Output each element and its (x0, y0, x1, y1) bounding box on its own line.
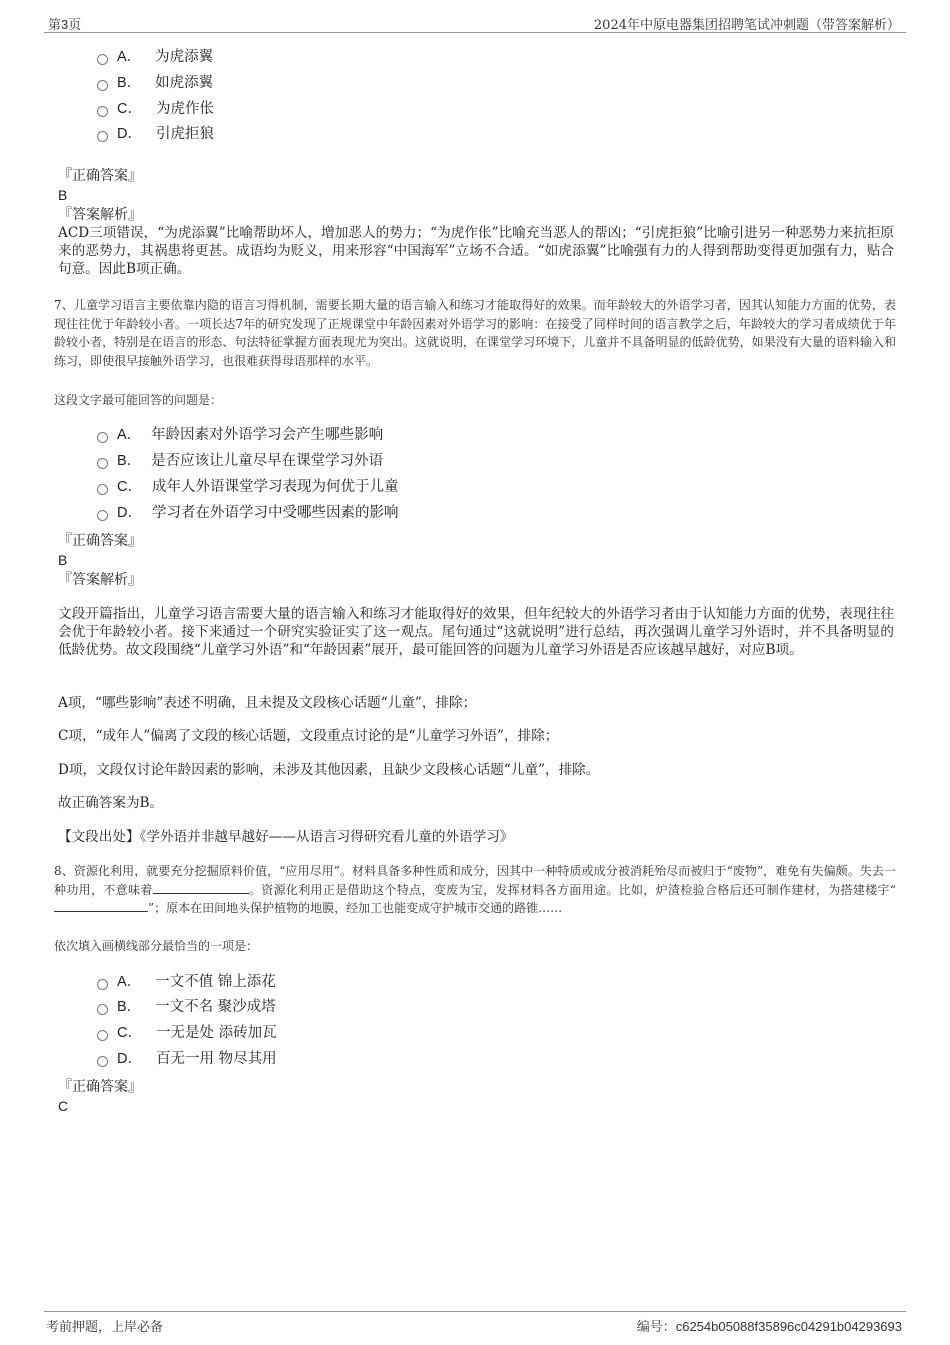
radio-icon[interactable] (97, 432, 108, 443)
q8-option-a[interactable]: A． 一文不值 锦上添花 (97, 972, 276, 992)
q6-option-d[interactable]: D． 引虎拒狼 (97, 124, 214, 144)
q7-answer: B (58, 552, 68, 568)
q6-analysis-label: 『答案解析』 (58, 207, 142, 223)
radio-icon[interactable] (97, 1056, 108, 1067)
q6-analysis: ACD三项错误，“为虎添翼”比喻帮助坏人，增加恶人的势力；“为虎作伥”比喻充当恶人的帮凶；“引虎拒狼”比喻引进另一种恶势力来抗拒原来的恶势力，其祸患将更甚。成语均为贬义，用来形容“中国海军”立场不合适。“如虎添翼”比喻强有力的人得到帮助变得更加强有力，贴合句意。因此B项正确。 (58, 225, 894, 277)
fill-blank-2 (54, 899, 148, 912)
q8-answer: C (58, 1098, 69, 1114)
q7-source: 【文段出处】《学外语并非越早越好——从语言习得研究看儿童的外语学习》 (58, 829, 514, 845)
q6-option-b[interactable]: B． 如虎添翼 (97, 73, 213, 93)
radio-icon[interactable] (97, 458, 108, 469)
radio-icon[interactable] (97, 1030, 108, 1041)
q7-stem: 7、儿童学习语言主要依靠内隐的语言习得机制，需要长期大量的语言输入和练习才能取得好的效果。而年龄较大的外语学习者，因其认知能力方面的优势，表现往往优于年龄较小者。一项长达7年的研究发现了正规课堂中年龄因素对外语学习的影响：在接受了同样时间的语言教学之后，年龄较大的学习者成绩优于年龄较小者，特别是在语言的形态、句法特征掌握方面表现尤为突出。这就说明，在课堂学习环境下，儿童并不具备明显的低龄优势，如果没有大量的语料输入和练习，即使很早接触外语学习，也很难获得母语那样的水平。 (54, 298, 896, 368)
radio-icon[interactable] (97, 484, 108, 495)
document-code: 编号：c6254b05088f35896c04291b04293693 (636, 1319, 902, 1335)
q7-analysis-paragraph: 文段开篇指出，儿童学习语言需要大量的语言输入和练习才能取得好的效果，但年纪较大的外语学习者由于认知能力方面的优势，表现往往会优于年龄较小者。接下来通过一个研究实验证实了这一观点。尾句通过“这就说明”进行总结，再次强调儿童学习外语时，并不具备明显的低龄优势。故文段围绕“儿童学习外语”和“年龄因素”展开，最可能回答的问题为儿童学习外语是否应该越早越好，对应B项。 (58, 606, 894, 658)
q6-answer: B (58, 187, 68, 203)
radio-icon[interactable] (97, 1004, 108, 1015)
q6-option-a[interactable]: A． 为虎添翼 (97, 47, 213, 67)
radio-icon[interactable] (97, 510, 108, 521)
q8-prompt: 依次填入画横线部分最恰当的一项是： (54, 939, 259, 953)
q7-option-c[interactable]: C． 成年人外语课堂学习表现为何优于儿童 (97, 477, 398, 497)
q7-prompt: 这段文字最可能回答的问题是： (54, 393, 223, 407)
radio-icon[interactable] (97, 106, 108, 117)
document-title: 2024年中原电器集团招聘笔试冲刺题（带答案解析） (593, 18, 900, 33)
q6-answer-label: 『正确答案』 (58, 168, 142, 184)
fill-blank-1 (153, 881, 249, 894)
q7-analysis-option-d: D项，文段仅讨论年龄因素的影响，未涉及其他因素，且缺少文段核心话题“儿童”，排除。 (58, 762, 600, 778)
footer-slogan: 考前押题，上岸必备 (46, 1320, 164, 1335)
radio-icon[interactable] (97, 54, 108, 65)
q6-option-c[interactable]: C． 为虎作伥 (97, 99, 214, 119)
q7-analysis-option-c: C项，“成年人”偏离了文段的核心话题，文段重点讨论的是“儿童学习外语”，排除； (58, 728, 559, 744)
page-footer (44, 1311, 906, 1336)
radio-icon[interactable] (97, 979, 108, 990)
q8-option-c[interactable]: C． 一无是处 添砖加瓦 (97, 1023, 277, 1043)
q7-answer-label: 『正确答案』 (58, 533, 142, 549)
q7-conclusion: 故正确答案为B。 (58, 795, 164, 811)
q8-option-d[interactable]: D． 百无一用 物尽其用 (97, 1049, 277, 1069)
radio-icon[interactable] (97, 131, 108, 142)
q7-option-d[interactable]: D． 学习者在外语学习中受哪些因素的影响 (97, 503, 398, 523)
q8-stem: 8、资源化利用，就要充分挖掘原料价值，“应用尽用”。材料具备多种性质和成分，因其中一种特质或成分被消耗殆尽而被归于“废物”，难免有失偏颇。失去一种功用，不意味着 。资源化利用正是借助这个特点，变废为宝，发挥材料各方面用途。比如，炉渣检验合格后还可制作建材，为搭建楼宇“”；原本在田间地头保护植物的地膜，经加工也能变成守护城市交通的路锥…… (54, 864, 896, 915)
q8-answer-label: 『正确答案』 (58, 1079, 142, 1095)
page-header (44, 10, 906, 33)
page-number: 第3页 (48, 17, 82, 32)
q7-analysis-option-a: A项，“哪些影响”表述不明确，且未提及文段核心话题“儿童”，排除； (58, 695, 477, 711)
q8-option-b[interactable]: B． 一文不名 聚沙成塔 (97, 997, 276, 1017)
radio-icon[interactable] (97, 80, 108, 91)
q7-option-b[interactable]: B． 是否应该让儿童尽早在课堂学习外语 (97, 451, 383, 471)
q7-analysis-label: 『答案解析』 (58, 572, 142, 588)
q7-option-a[interactable]: A． 年龄因素对外语学习会产生哪些影响 (97, 425, 383, 445)
